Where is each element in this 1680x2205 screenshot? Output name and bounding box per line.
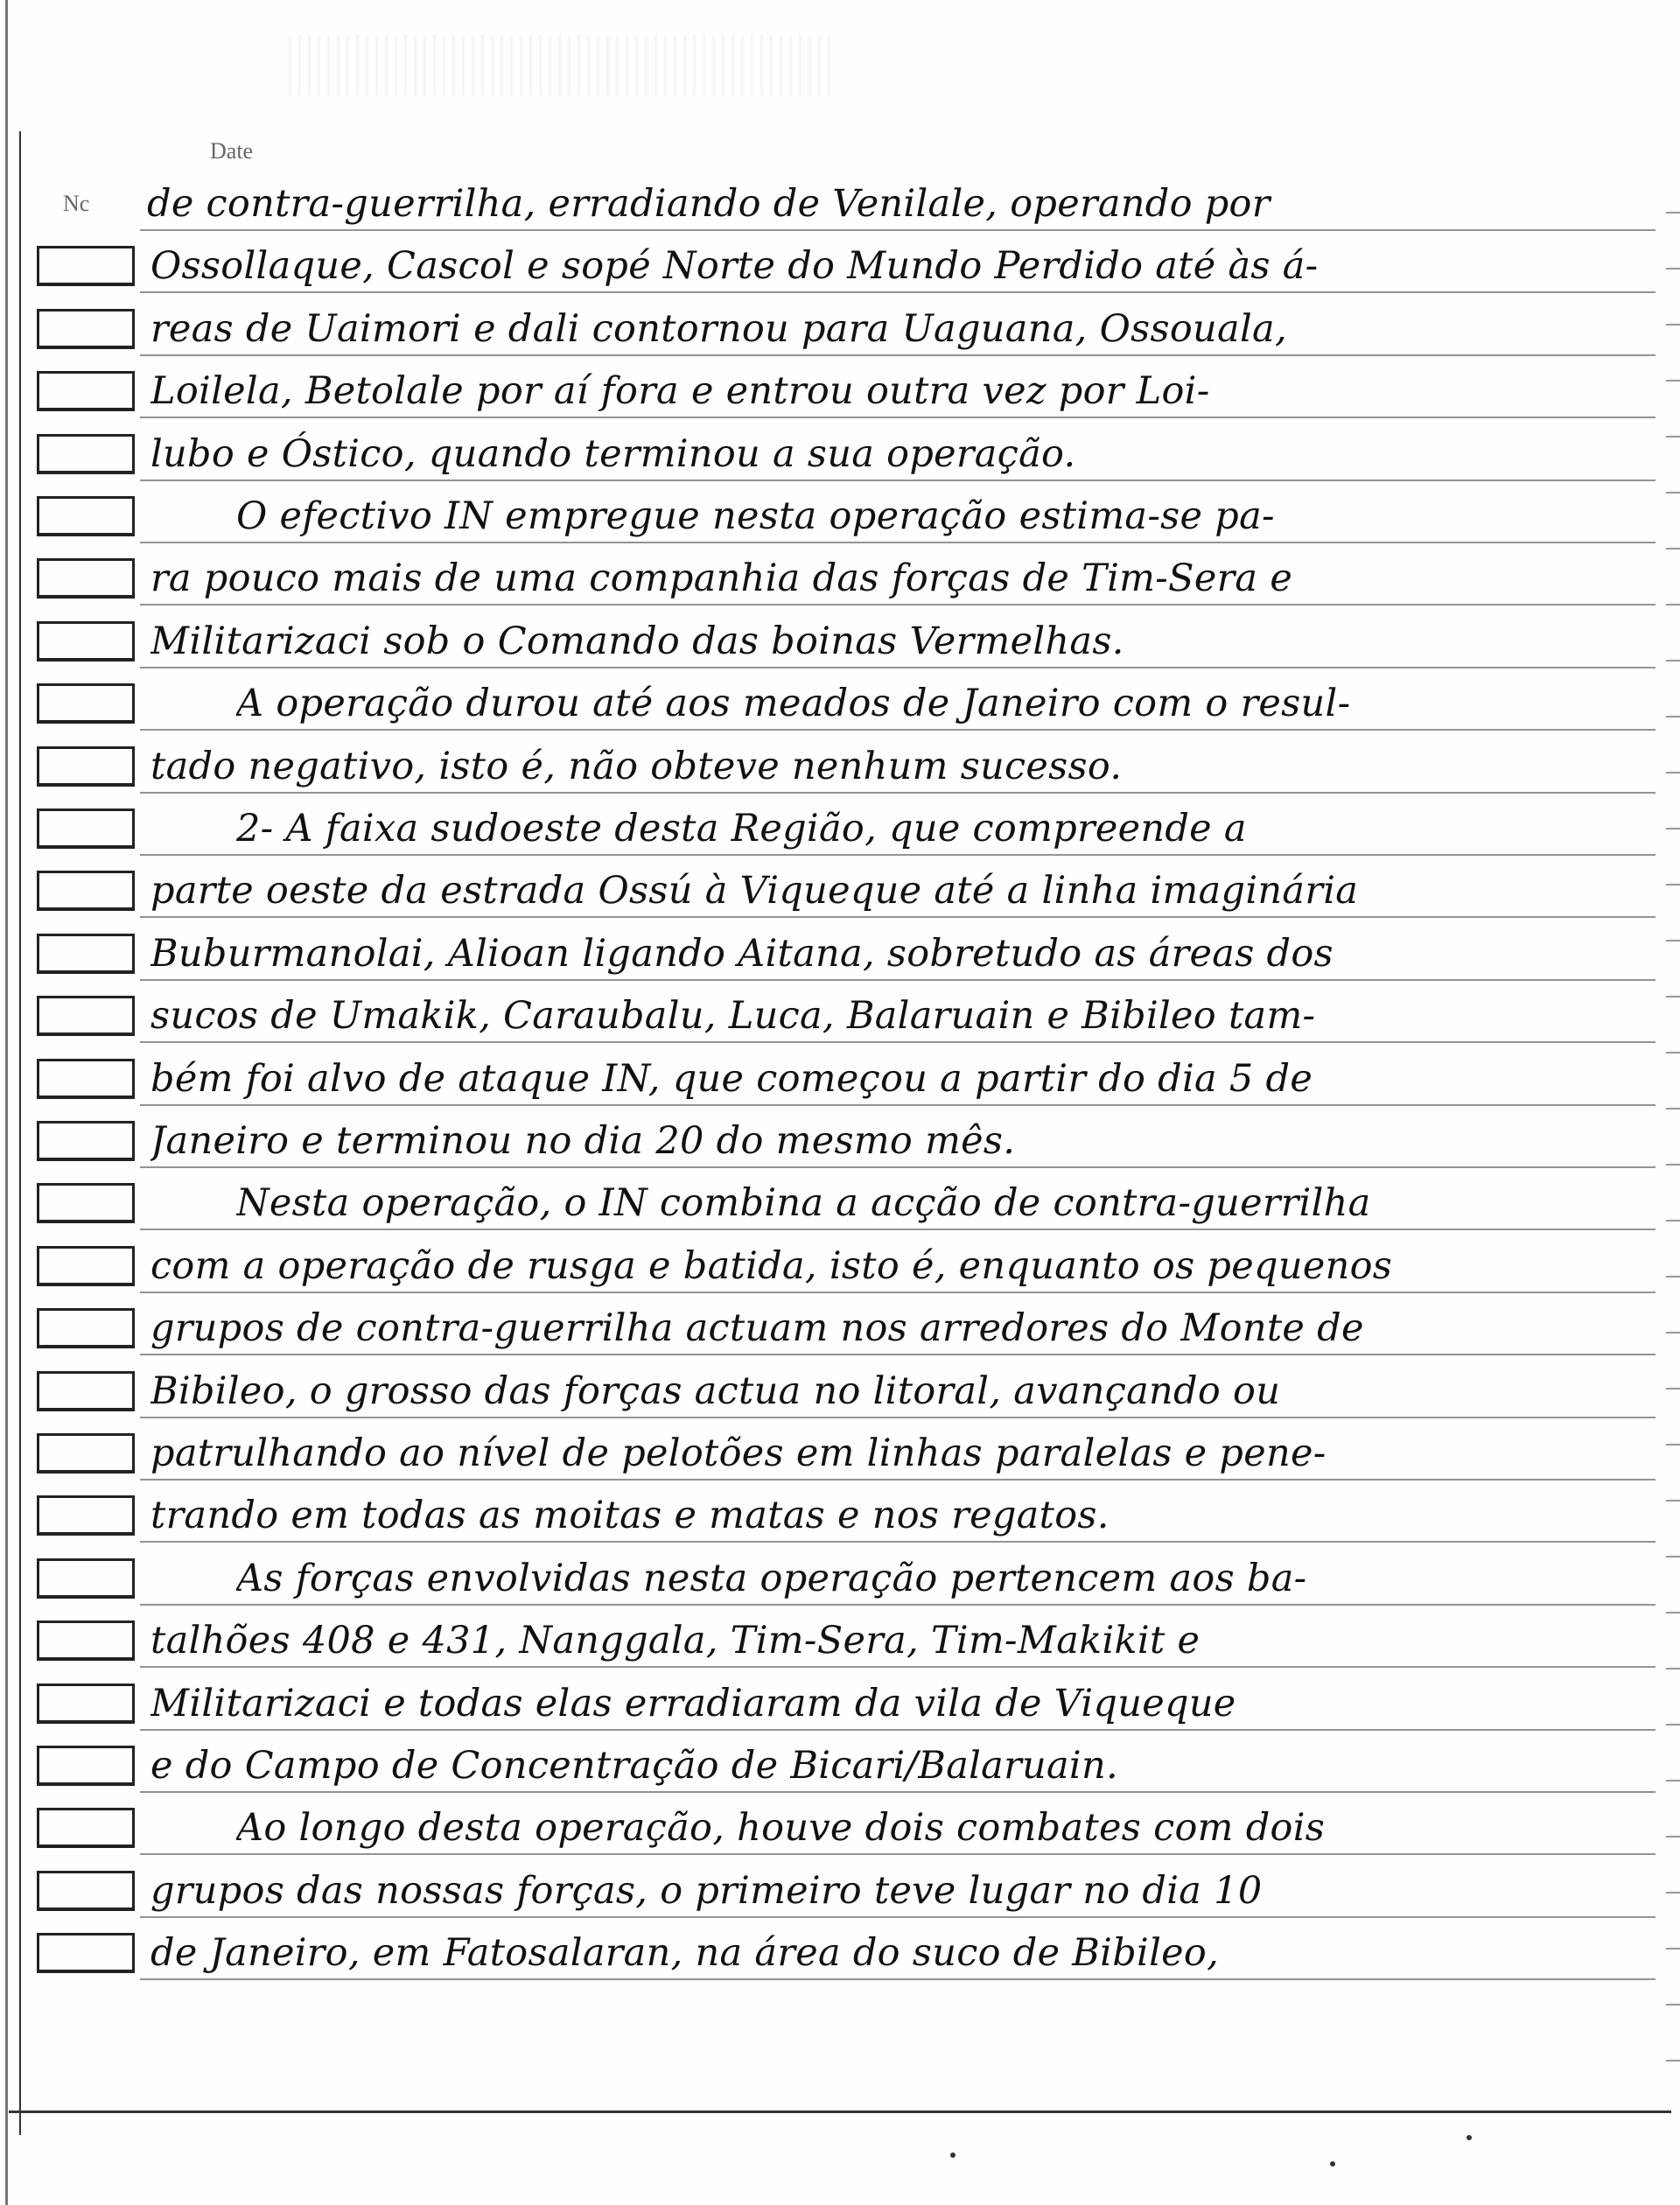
- margin-box: [37, 1433, 135, 1474]
- margin-box: [37, 621, 135, 662]
- handwritten-line-text: A operação durou até aos meados de Janeiro com o resul-: [236, 682, 1351, 725]
- text-line: [0, 550, 1680, 607]
- handwritten-line-text: O efectivo IN empregue nesta operação estima-se pa-: [236, 494, 1275, 538]
- handwritten-line-text: de Janeiro, em Fatosalaran, na área do suco de Bibileo,: [150, 1931, 1220, 1975]
- handwritten-line-text: com a operação de rusga e batida, isto é, enquanto os pequenos: [150, 1244, 1393, 1288]
- text-line: [0, 1675, 1680, 1732]
- ruled-line: [140, 480, 1656, 481]
- margin-box: [37, 1808, 135, 1848]
- speck: [950, 2152, 956, 2158]
- margin-box: [37, 496, 135, 536]
- margin-box: [37, 934, 135, 974]
- text-line: [0, 925, 1680, 983]
- handwritten-line-text: Buburmanolai, Alioan ligando Aitana, sobretudo as áreas dos: [150, 932, 1334, 976]
- margin-box: [37, 434, 135, 474]
- text-line: [0, 1237, 1680, 1295]
- handwritten-line-text: parte oeste da estrada Ossú à Viqueque até a linha imaginária: [150, 869, 1359, 913]
- handwritten-line-text: lubo e Óstico, quando terminou a sua operação.: [150, 432, 1076, 476]
- ruled-line: [140, 229, 1656, 231]
- handwritten-line-text: Nesta operação, o IN combina a acção de contra-guerrilha: [236, 1181, 1371, 1225]
- speck: [1330, 2161, 1335, 2166]
- text-line: [0, 1174, 1680, 1232]
- ruled-line: [140, 667, 1656, 668]
- margin-box: [37, 1495, 135, 1536]
- ruled-line: [140, 792, 1656, 794]
- bottom-rule: [9, 2110, 1671, 2113]
- text-line: [0, 1487, 1680, 1544]
- ruled-line: [140, 1541, 1656, 1543]
- handwritten-line-text: bém foi alvo de ataque IN, que começou a partir do dia 5 de: [150, 1057, 1313, 1101]
- handwritten-line-text: ra pouco mais de uma companhia das forças de Tim-Sera e: [150, 556, 1293, 600]
- handwritten-line-text: Ossollaque, Cascol e sopé Norte do Mundo Perdido até às á-: [150, 244, 1319, 288]
- ruled-line: [140, 416, 1656, 418]
- ruled-line: [140, 1916, 1656, 1918]
- margin-box: [37, 371, 135, 411]
- margin-box: [37, 1871, 135, 1911]
- text-line: [0, 1862, 1680, 1920]
- handwritten-line-text: Bibileo, o grosso das forças actua no litoral, avançando ou: [150, 1369, 1281, 1413]
- text-line: [0, 987, 1680, 1045]
- text-line: [0, 237, 1680, 295]
- text-line: [0, 1299, 1680, 1357]
- handwritten-line-text: sucos de Umakik, Caraubalu, Luca, Balaruain e Bibileo tam-: [150, 994, 1316, 1038]
- handwritten-line-text: grupos de contra-guerrilha actuam nos arredores do Monte de: [150, 1306, 1364, 1350]
- ruled-line: [140, 542, 1656, 543]
- speck: [1466, 2135, 1472, 2140]
- text-line: [0, 1050, 1680, 1108]
- number-label: Nc: [63, 191, 90, 216]
- ruled-line: [140, 729, 1656, 731]
- ruled-line: [140, 1417, 1656, 1418]
- handwritten-line-text: As forças envolvidas nesta operação pertencem aos ba-: [236, 1557, 1307, 1600]
- text-line: [0, 800, 1680, 858]
- text-line: [0, 425, 1680, 483]
- text-line: [0, 1799, 1680, 1857]
- margin-box: [37, 746, 135, 787]
- handwritten-line-text: Militarizaci sob o Comando das boinas Vermelhas.: [150, 620, 1124, 663]
- margin-box: [37, 1371, 135, 1411]
- margin-box: [37, 808, 135, 849]
- handwritten-line-text: talhões 408 e 431, Nanggala, Tim-Sera, Tim-Makikit e: [150, 1619, 1200, 1662]
- handwritten-line-text: e do Campo de Concentração de Bicari/Balaruain.: [150, 1744, 1118, 1788]
- margin-box: [37, 871, 135, 911]
- ruled-line: [140, 604, 1656, 606]
- text-line: [0, 1924, 1680, 1982]
- ruled-line: [140, 1604, 1656, 1606]
- margin-box: [37, 1933, 135, 1973]
- text-line: [0, 675, 1680, 732]
- ruled-line: [140, 1104, 1656, 1106]
- ruled-line: [140, 1853, 1656, 1855]
- text-line: [0, 862, 1680, 920]
- handwritten-line-text: patrulhando ao nível de pelotões em linhas paralelas e pene-: [150, 1432, 1326, 1475]
- ruled-line: [140, 1729, 1656, 1731]
- text-line: [0, 362, 1680, 420]
- ruled-line: [140, 291, 1656, 293]
- margin-box: [37, 683, 135, 724]
- text-line: [0, 612, 1680, 670]
- ruled-line: [140, 1041, 1656, 1043]
- handwritten-line-text: reas de Uaimori e dali contornou para Uaguana, Ossouala,: [150, 307, 1287, 351]
- handwritten-line-text: Janeiro e terminou no dia 20 do mesmo mês.: [150, 1119, 1016, 1163]
- ruled-line: [140, 979, 1656, 981]
- text-line: [0, 1737, 1680, 1795]
- margin-box: [37, 1183, 135, 1223]
- text-line: [0, 1550, 1680, 1607]
- ruled-line: [140, 1292, 1656, 1293]
- handwritten-line-text: Militarizaci e todas elas erradiaram da vila de Viqueque: [150, 1682, 1236, 1726]
- margin-box: [37, 1308, 135, 1348]
- ruled-line: [140, 1978, 1656, 1980]
- text-line: [0, 1612, 1680, 1670]
- text-line: [0, 1362, 1680, 1420]
- margin-box: [37, 996, 135, 1036]
- handwritten-line-text: 2- A faixa sudoeste desta Região, que compreende a: [236, 807, 1247, 850]
- ruled-line: [140, 1166, 1656, 1168]
- margin-box: [37, 1620, 135, 1661]
- text-line: [0, 487, 1680, 545]
- right-edge-ticks: [1666, 158, 1680, 2082]
- text-line: [0, 1424, 1680, 1482]
- ruled-line: [140, 854, 1656, 856]
- margin-box: [37, 1246, 135, 1286]
- ruled-line: [140, 1791, 1656, 1793]
- margin-box: [37, 246, 135, 286]
- faded-header-marks: [289, 35, 831, 96]
- ruled-line: [140, 1354, 1656, 1355]
- text-line: [0, 175, 1680, 233]
- handwritten-line-text: trando em todas as moitas e matas e nos regatos.: [150, 1494, 1110, 1537]
- handwritten-line-text: de contra-guerrilha, erradiando de Venilale, operando por: [147, 182, 1270, 226]
- margin-box: [37, 558, 135, 598]
- margin-box: [37, 1121, 135, 1161]
- margin-box: [37, 1558, 135, 1599]
- handwritten-line-text: Ao longo desta operação, houve dois combates com dois: [236, 1806, 1326, 1850]
- margin-box: [37, 1059, 135, 1099]
- handwritten-line-text: grupos das nossas forças, o primeiro teve lugar no dia 10: [150, 1869, 1263, 1913]
- margin-box: [37, 1684, 135, 1724]
- text-line: [0, 1112, 1680, 1170]
- ruled-line: [140, 1479, 1656, 1480]
- ruled-line: [140, 1666, 1656, 1668]
- ruled-line: [140, 916, 1656, 918]
- ruled-line: [140, 1228, 1656, 1230]
- margin-box: [37, 1746, 135, 1786]
- text-line: [0, 738, 1680, 795]
- handwritten-line-text: Loilela, Betolale por aí fora e entrou outra vez por Loi-: [150, 369, 1210, 413]
- margin-box: [37, 309, 135, 349]
- date-label: Date: [210, 138, 254, 164]
- ruled-line: [140, 354, 1656, 356]
- handwritten-line-text: tado negativo, isto é, não obteve nenhum sucesso.: [150, 745, 1123, 788]
- text-line: [0, 300, 1680, 358]
